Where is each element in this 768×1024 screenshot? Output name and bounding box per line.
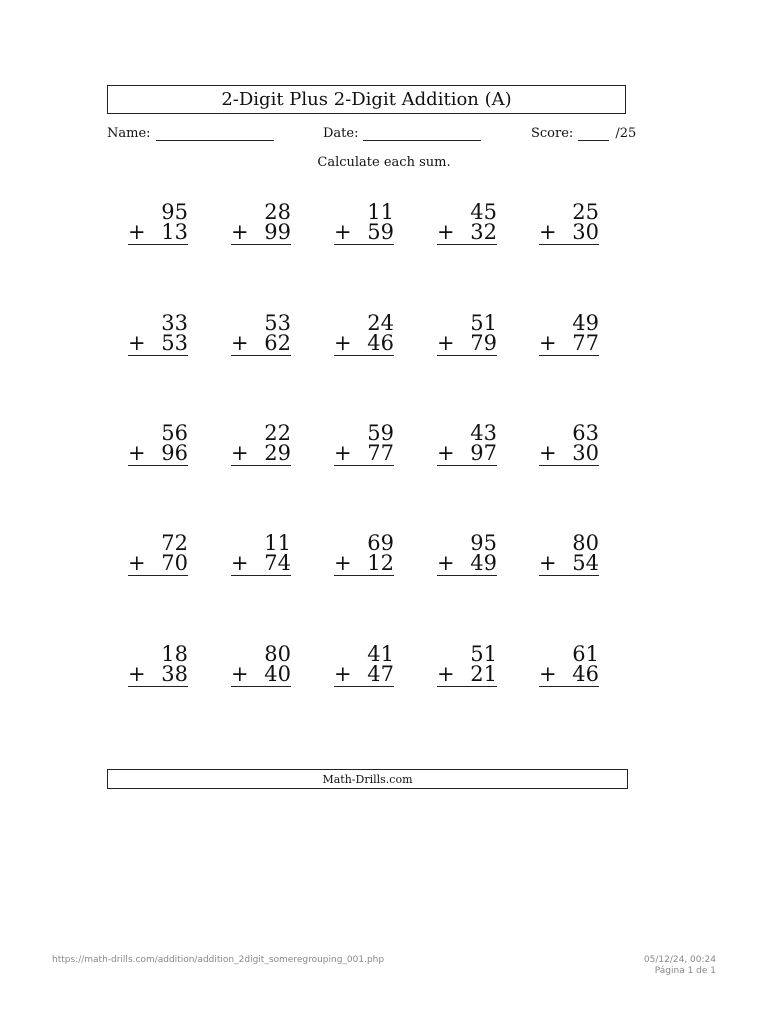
addend-bottom: 74 (264, 551, 291, 575)
addend-bottom: 29 (264, 441, 291, 465)
addend-bottom: 53 (161, 331, 188, 355)
plus-sign: + (231, 220, 249, 244)
addend-bottom-row (334, 553, 394, 576)
addend-bottom-row (437, 222, 497, 245)
addend-bottom: 59 (367, 220, 394, 244)
print-url: https://math-drills.com/addition/addition_2digit_someregrouping_001.php (52, 955, 385, 965)
addend-bottom-row (437, 553, 497, 576)
addition-problem (231, 202, 291, 245)
addend-top: 24 (367, 311, 394, 335)
addend-top: 49 (572, 311, 599, 335)
addend-top: 51 (470, 642, 497, 666)
addend-top: 80 (264, 642, 291, 666)
plus-sign: + (128, 331, 146, 355)
addition-problem (128, 202, 188, 245)
addend-bottom: 30 (572, 441, 599, 465)
addend-bottom: 21 (470, 662, 497, 686)
addition-problem (128, 423, 188, 466)
addend-top: 56 (161, 421, 188, 445)
addend-bottom-row (231, 664, 291, 687)
plus-sign: + (334, 331, 352, 355)
plus-sign: + (334, 662, 352, 686)
addend-bottom: 62 (264, 331, 291, 355)
plus-sign: + (128, 220, 146, 244)
print-datetime: 05/12/24, 00:24 (643, 955, 716, 965)
addition-problem (334, 202, 394, 245)
addend-top: 11 (264, 531, 291, 555)
addend-bottom-row (231, 333, 291, 356)
plus-sign: + (437, 551, 455, 575)
addend-bottom: 46 (572, 662, 599, 686)
plus-sign: + (231, 441, 249, 465)
addend-top: 41 (367, 642, 394, 666)
addition-problem (437, 644, 497, 687)
addition-problem (334, 644, 394, 687)
addend-bottom-row (128, 664, 188, 687)
addend-bottom: 12 (367, 551, 394, 575)
addend-bottom-row (128, 443, 188, 466)
addition-problem (231, 533, 291, 576)
plus-sign: + (437, 220, 455, 244)
addition-problem (128, 644, 188, 687)
plus-sign: + (334, 441, 352, 465)
addend-bottom-row (334, 443, 394, 466)
plus-sign: + (231, 662, 249, 686)
plus-sign: + (539, 331, 557, 355)
addend-top: 53 (264, 311, 291, 335)
addition-problem (437, 202, 497, 245)
addend-top: 72 (161, 531, 188, 555)
addition-problem (231, 644, 291, 687)
footer-credit: Math-Drills.com (322, 772, 413, 786)
worksheet-title: 2-Digit Plus 2-Digit Addition (A) (221, 89, 512, 110)
plus-sign: + (128, 662, 146, 686)
addend-bottom: 13 (161, 220, 188, 244)
addend-top: 69 (367, 531, 394, 555)
addend-bottom: 54 (572, 551, 599, 575)
plus-sign: + (128, 441, 146, 465)
addend-top: 63 (572, 421, 599, 445)
footer-box (107, 769, 628, 789)
addition-problem (334, 423, 394, 466)
addend-bottom-row (437, 443, 497, 466)
plus-sign: + (539, 220, 557, 244)
name-label: Name: (107, 126, 151, 141)
addend-bottom: 70 (161, 551, 188, 575)
addend-bottom-row (231, 443, 291, 466)
addend-top: 59 (367, 421, 394, 445)
addition-problem (539, 313, 599, 356)
addend-bottom: 30 (572, 220, 599, 244)
addend-bottom-row (539, 443, 599, 466)
addend-top: 61 (572, 642, 599, 666)
addend-top: 25 (572, 200, 599, 224)
addend-top: 45 (470, 200, 497, 224)
addend-bottom: 79 (470, 331, 497, 355)
plus-sign: + (539, 551, 557, 575)
plus-sign: + (437, 662, 455, 686)
addend-bottom: 97 (470, 441, 497, 465)
addend-bottom-row (128, 222, 188, 245)
addend-bottom-row (128, 553, 188, 576)
addend-bottom: 96 (161, 441, 188, 465)
addend-bottom: 40 (264, 662, 291, 686)
addend-top: 95 (470, 531, 497, 555)
plus-sign: + (437, 441, 455, 465)
addition-problem (231, 423, 291, 466)
addend-bottom-row (334, 333, 394, 356)
plus-sign: + (539, 441, 557, 465)
addend-top: 95 (161, 200, 188, 224)
addend-top: 28 (264, 200, 291, 224)
score-label: Score: (531, 126, 574, 141)
addend-bottom-row (437, 333, 497, 356)
addend-bottom-row (334, 664, 394, 687)
print-meta (644, 955, 716, 977)
score-total: /25 (615, 126, 637, 141)
addition-problem (539, 423, 599, 466)
addition-problem (437, 533, 497, 576)
addend-top: 22 (264, 421, 291, 445)
plus-sign: + (334, 220, 352, 244)
plus-sign: + (231, 551, 249, 575)
addend-bottom-row (539, 333, 599, 356)
addend-bottom: 32 (470, 220, 497, 244)
addend-bottom: 38 (161, 662, 188, 686)
addition-problem (539, 202, 599, 245)
addend-bottom-row (539, 553, 599, 576)
addend-top: 80 (572, 531, 599, 555)
addend-bottom-row (437, 664, 497, 687)
addition-problem (539, 533, 599, 576)
print-page-number: Página 1 de 1 (654, 966, 716, 976)
date-label: Date: (323, 126, 359, 141)
instructions: Calculate each sum. (317, 155, 451, 170)
addend-top: 11 (367, 200, 394, 224)
addition-problem (539, 644, 599, 687)
addition-problem (128, 313, 188, 356)
addition-problem (334, 533, 394, 576)
addend-bottom: 99 (264, 220, 291, 244)
addition-problem (437, 313, 497, 356)
addend-bottom-row (128, 333, 188, 356)
addend-bottom-row (231, 222, 291, 245)
addend-top: 51 (470, 311, 497, 335)
plus-sign: + (128, 551, 146, 575)
addend-top: 18 (161, 642, 188, 666)
addend-top: 33 (161, 311, 188, 335)
plus-sign: + (437, 331, 455, 355)
plus-sign: + (539, 662, 557, 686)
plus-sign: + (231, 331, 249, 355)
addend-bottom-row (231, 553, 291, 576)
addend-bottom-row (539, 222, 599, 245)
addend-bottom: 77 (572, 331, 599, 355)
addend-bottom: 49 (470, 551, 497, 575)
plus-sign: + (334, 551, 352, 575)
addend-bottom-row (539, 664, 599, 687)
addend-bottom: 46 (367, 331, 394, 355)
addend-bottom-row (334, 222, 394, 245)
addition-problem (334, 313, 394, 356)
addition-problem (231, 313, 291, 356)
addition-problem (437, 423, 497, 466)
addend-top: 43 (470, 421, 497, 445)
addend-bottom: 47 (367, 662, 394, 686)
addend-bottom: 77 (367, 441, 394, 465)
addition-problem (128, 533, 188, 576)
